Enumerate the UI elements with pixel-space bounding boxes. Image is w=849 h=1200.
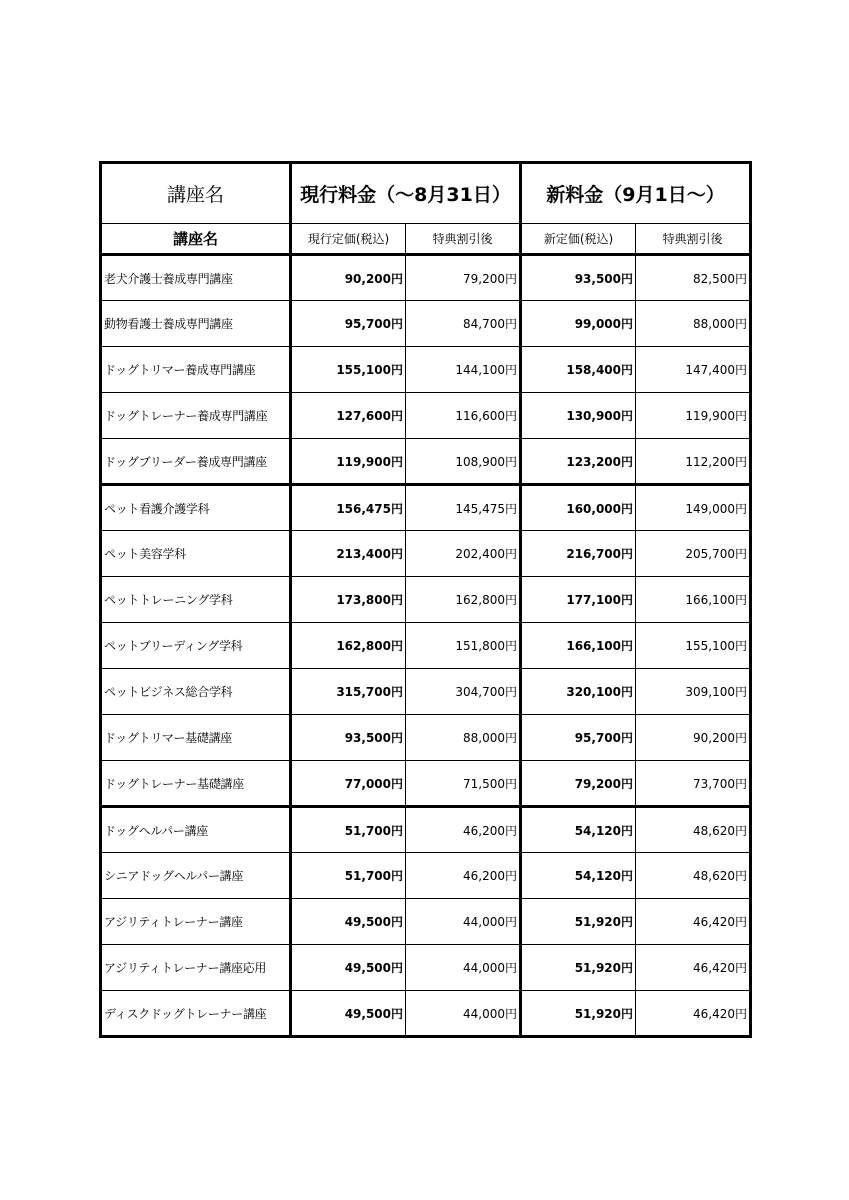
table-row <box>101 531 751 577</box>
course-column-header: 講座名 <box>101 163 291 224</box>
current-list-price-header: 現行定価(税込) <box>291 224 406 255</box>
new-list-price-cell: 93,500円 <box>521 255 636 301</box>
new-list-price-cell: 160,000円 <box>521 485 636 531</box>
new-list-price-cell: 54,120円 <box>521 853 636 899</box>
current-discount-price-cell: 116,600円 <box>406 393 521 439</box>
new-price-group-header: 新料金（9月1日～） <box>521 163 751 224</box>
new-discount-price-cell: 119,900円 <box>636 393 751 439</box>
table-row <box>101 439 751 485</box>
new-list-price-cell: 166,100円 <box>521 623 636 669</box>
new-list-price-cell: 54,120円 <box>521 807 636 853</box>
course-name-cell: 老犬介護士養成専門講座 <box>101 255 291 301</box>
table-row <box>101 485 751 531</box>
new-list-price-cell: 216,700円 <box>521 531 636 577</box>
current-list-price-cell: 162,800円 <box>291 623 406 669</box>
table-row <box>101 255 751 301</box>
new-discount-price-cell: 147,400円 <box>636 347 751 393</box>
current-list-price-cell: 51,700円 <box>291 807 406 853</box>
current-list-price-cell: 49,500円 <box>291 899 406 945</box>
new-discount-price-cell: 46,420円 <box>636 899 751 945</box>
new-list-price-cell: 177,100円 <box>521 577 636 623</box>
current-list-price-cell: 213,400円 <box>291 531 406 577</box>
table-row <box>101 715 751 761</box>
new-discount-price-cell: 90,200円 <box>636 715 751 761</box>
course-name-cell: ドッグトレーナー養成専門講座 <box>101 393 291 439</box>
new-list-price-cell: 51,920円 <box>521 991 636 1037</box>
course-name-cell: ドッグトレーナー基礎講座 <box>101 761 291 807</box>
current-price-group-header: 現行料金（～8月31日） <box>291 163 521 224</box>
current-discount-price-cell: 71,500円 <box>406 761 521 807</box>
current-list-price-cell: 90,200円 <box>291 255 406 301</box>
current-list-price-cell: 156,475円 <box>291 485 406 531</box>
current-discount-price-cell: 44,000円 <box>406 991 521 1037</box>
new-list-price-header: 新定価(税込) <box>521 224 636 255</box>
new-discount-price-cell: 112,200円 <box>636 439 751 485</box>
course-subheader: 講座名 <box>101 224 291 255</box>
course-name-cell: ペットトレーニング学科 <box>101 577 291 623</box>
course-name-cell: ドッグヘルパー講座 <box>101 807 291 853</box>
course-name-cell: アジリティトレーナー講座 <box>101 899 291 945</box>
current-list-price-cell: 127,600円 <box>291 393 406 439</box>
table-row <box>101 669 751 715</box>
table-row <box>101 991 751 1037</box>
table-row <box>101 945 751 991</box>
new-discount-price-cell: 46,420円 <box>636 991 751 1037</box>
current-list-price-cell: 93,500円 <box>291 715 406 761</box>
current-discount-price-cell: 304,700円 <box>406 669 521 715</box>
course-name-cell: シニアドッグヘルパー講座 <box>101 853 291 899</box>
current-list-price-cell: 77,000円 <box>291 761 406 807</box>
current-discount-price-cell: 44,000円 <box>406 945 521 991</box>
new-list-price-cell: 320,100円 <box>521 669 636 715</box>
new-discount-price-cell: 166,100円 <box>636 577 751 623</box>
current-list-price-cell: 173,800円 <box>291 577 406 623</box>
new-discount-price-cell: 309,100円 <box>636 669 751 715</box>
price-table-body <box>101 255 751 1037</box>
current-discount-price-cell: 108,900円 <box>406 439 521 485</box>
new-discount-price-cell: 73,700円 <box>636 761 751 807</box>
table-row <box>101 807 751 853</box>
current-discount-price-cell: 144,100円 <box>406 347 521 393</box>
new-list-price-cell: 79,200円 <box>521 761 636 807</box>
table-row <box>101 577 751 623</box>
new-discount-price-cell: 46,420円 <box>636 945 751 991</box>
new-discount-price-cell: 149,000円 <box>636 485 751 531</box>
table-row <box>101 393 751 439</box>
new-discount-price-cell: 48,620円 <box>636 853 751 899</box>
course-name-cell: ドッグトリマー基礎講座 <box>101 715 291 761</box>
new-list-price-cell: 130,900円 <box>521 393 636 439</box>
new-discount-price-cell: 88,000円 <box>636 301 751 347</box>
table-row <box>101 761 751 807</box>
new-discount-price-cell: 155,100円 <box>636 623 751 669</box>
course-name-cell: ドッグブリーダー養成専門講座 <box>101 439 291 485</box>
course-name-cell: ペット美容学科 <box>101 531 291 577</box>
course-name-cell: ペットビジネス総合学科 <box>101 669 291 715</box>
table-row <box>101 899 751 945</box>
course-name-cell: ペットブリーディング学科 <box>101 623 291 669</box>
course-name-cell: ドッグトリマー養成専門講座 <box>101 347 291 393</box>
new-discount-header: 特典割引後 <box>636 224 751 255</box>
course-name-cell: ディスクドッグトレーナー講座 <box>101 991 291 1037</box>
table-row <box>101 347 751 393</box>
new-discount-price-cell: 82,500円 <box>636 255 751 301</box>
group-header-row <box>101 163 751 224</box>
current-list-price-cell: 49,500円 <box>291 991 406 1037</box>
current-discount-price-cell: 162,800円 <box>406 577 521 623</box>
current-list-price-cell: 119,900円 <box>291 439 406 485</box>
current-discount-price-cell: 145,475円 <box>406 485 521 531</box>
course-name-cell: ペット看護介護学科 <box>101 485 291 531</box>
current-list-price-cell: 51,700円 <box>291 853 406 899</box>
current-discount-price-cell: 84,700円 <box>406 301 521 347</box>
current-list-price-cell: 315,700円 <box>291 669 406 715</box>
current-list-price-cell: 95,700円 <box>291 301 406 347</box>
new-list-price-cell: 158,400円 <box>521 347 636 393</box>
current-discount-price-cell: 88,000円 <box>406 715 521 761</box>
table-row <box>101 301 751 347</box>
current-discount-price-cell: 44,000円 <box>406 899 521 945</box>
new-list-price-cell: 123,200円 <box>521 439 636 485</box>
table-row <box>101 853 751 899</box>
current-list-price-cell: 49,500円 <box>291 945 406 991</box>
new-list-price-cell: 51,920円 <box>521 899 636 945</box>
current-discount-header: 特典割引後 <box>406 224 521 255</box>
table-row <box>101 623 751 669</box>
current-discount-price-cell: 202,400円 <box>406 531 521 577</box>
current-discount-price-cell: 46,200円 <box>406 853 521 899</box>
new-list-price-cell: 51,920円 <box>521 945 636 991</box>
price-table <box>99 161 752 1038</box>
course-name-cell: 動物看護士養成専門講座 <box>101 301 291 347</box>
current-discount-price-cell: 79,200円 <box>406 255 521 301</box>
new-list-price-cell: 99,000円 <box>521 301 636 347</box>
new-list-price-cell: 95,700円 <box>521 715 636 761</box>
current-discount-price-cell: 46,200円 <box>406 807 521 853</box>
current-list-price-cell: 155,100円 <box>291 347 406 393</box>
course-name-cell: アジリティトレーナー講座応用 <box>101 945 291 991</box>
sub-header-row <box>101 224 751 255</box>
current-discount-price-cell: 151,800円 <box>406 623 521 669</box>
new-discount-price-cell: 48,620円 <box>636 807 751 853</box>
new-discount-price-cell: 205,700円 <box>636 531 751 577</box>
